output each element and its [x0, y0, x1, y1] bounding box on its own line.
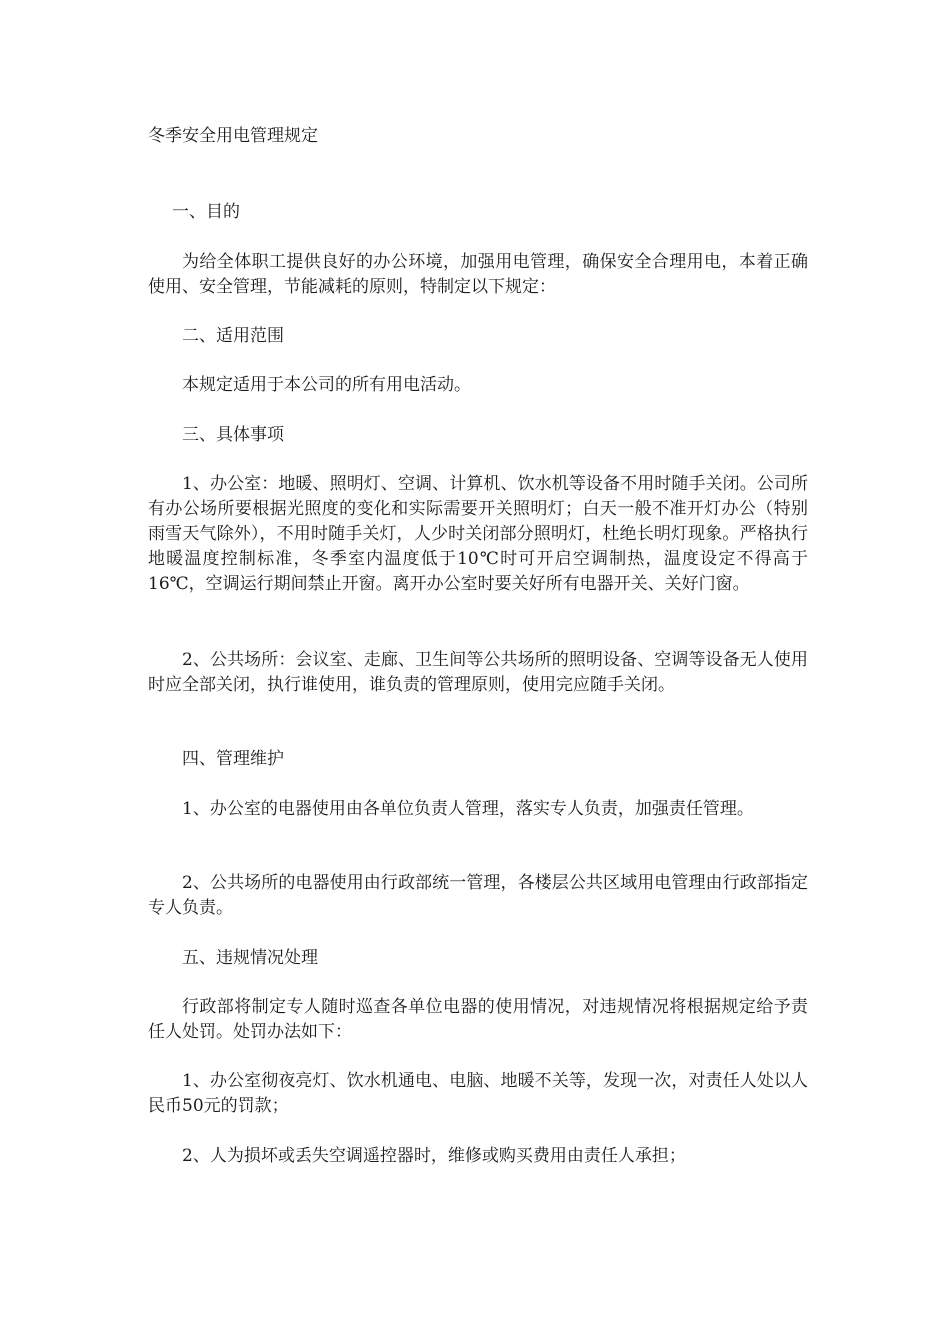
paragraph-inspection: 行政部将制定专人随时巡查各单位电器的使用情况，对违规情况将根据规定给予责任人处罚。处罚办法如下： [148, 997, 808, 1042]
section-heading-purpose: 一、目的 [172, 202, 240, 222]
paragraph-public-management: 2、公共场所的电器使用由行政部统一管理，各楼层公共区域用电管理由行政部指定专人负责。 [148, 873, 808, 918]
document-title: 冬季安全用电管理规定 [148, 126, 318, 146]
section-heading-scope: 二、适用范围 [182, 326, 284, 346]
paragraph-office: 1、办公室：地暖、照明灯、空调、计算机、饮水机等设备不用时随手关闭。公司所有办公场所要根据光照度的变化和实际需要开关照明灯；白天一般不准开灯办公（特别雨雪天气除外），不用时随手关灯，人少时关闭部分照明灯，杜绝长明灯现象。严格执行地暖温度控制标准，冬季室内温度低于10℃时可开启空调制热，温度设定不得高于16℃，空调运行期间禁止开窗。离开办公室时要关好所有电器开关、关好门窗。 [148, 474, 808, 594]
section-heading-maintenance: 四、管理维护 [182, 749, 284, 769]
paragraph-office-management: 1、办公室的电器使用由各单位负责人管理，落实专人负责，加强责任管理。 [182, 799, 754, 819]
paragraph-purpose: 为给全体职工提供良好的办公环境，加强用电管理，确保安全合理用电，本着正确使用、安全管理，节能减耗的原则，特制定以下规定： [148, 252, 808, 297]
paragraph-scope: 本规定适用于本公司的所有用电活动。 [182, 375, 471, 395]
section-heading-details: 三、具体事项 [182, 425, 284, 445]
paragraph-penalty-2: 2、人为损坏或丢失空调遥控器时，维修或购买费用由责任人承担； [182, 1146, 686, 1166]
paragraph-penalty-1: 1、办公室彻夜亮灯、饮水机通电、电脑、地暖不关等，发现一次，对责任人处以人民币50元的罚款； [148, 1071, 808, 1116]
section-heading-violations: 五、违规情况处理 [182, 948, 318, 968]
paragraph-public-areas: 2、公共场所：会议室、走廊、卫生间等公共场所的照明设备、空调等设备无人使用时应全部关闭，执行谁使用，谁负责的管理原则，使用完应随手关闭。 [148, 650, 808, 695]
